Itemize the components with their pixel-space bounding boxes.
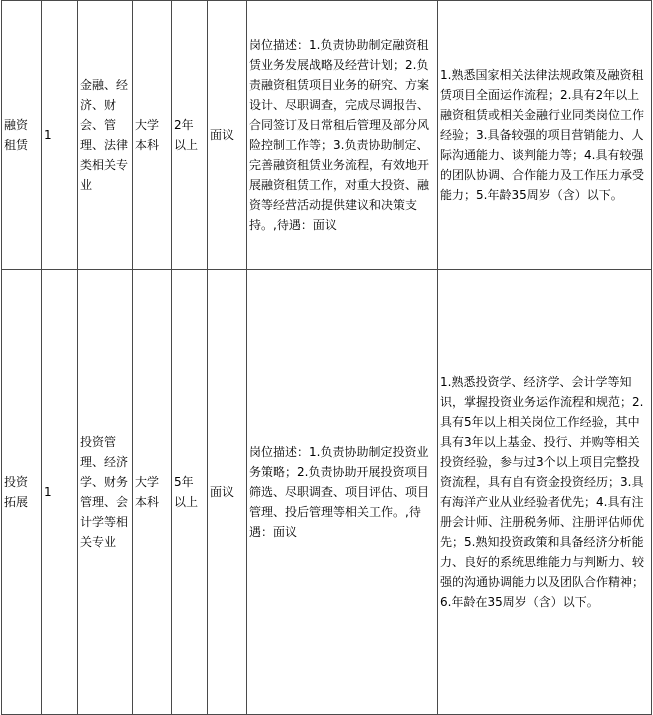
- duties-cell: 岗位描述：1.负责协助制定投资业务策略；2.负责协助开展投资项目筛选、尽职调查、项目评估、项目管理、投后管理等相关工作。,待遇：面议: [247, 270, 438, 715]
- position-cell: 融资租赁: [2, 1, 42, 270]
- education-cell: 大学本科: [133, 1, 172, 270]
- position-cell: 投资拓展: [2, 270, 42, 715]
- experience-cell: 5年以上: [172, 270, 208, 715]
- requirements-cell: 1.熟悉投资学、经济学、会计学等知识，掌握投资业务运作流程和规范；2.具有5年以上相关岗位工作经验，其中具有3年以上基金、投行、并购等相关投资经验，参与过3个以上项目完整投资流程，具有自有资金投资经历；3.具有海洋产业从业经验者优先；4.具有注册会计师、注册税务师、注册评估师优先；5.熟知投资政策和具备经济分析能力、良好的系统思维能力与判断力、较强的沟通协调能力以及团队合作精神；6.年龄在35周岁（含）以下。: [438, 270, 652, 715]
- headcount-cell: 1: [42, 270, 78, 715]
- major-cell: 金融、经济、财会、管理、法律类相关专业: [78, 1, 133, 270]
- education-cell: 大学本科: [133, 270, 172, 715]
- experience-cell: 2年以上: [172, 1, 208, 270]
- job-table: [1, 0, 652, 715]
- requirements-cell: 1.熟悉国家相关法律法规政策及融资租赁项目全面运作流程；2.具有2年以上融资租赁或相关金融行业同类岗位工作经验；3.具备较强的项目营销能力、人际沟通能力、谈判能力等；4.具有较强的团队协调、合作能力及工作压力承受能力；5.年龄35周岁（含）以下。: [438, 1, 652, 270]
- salary-cell: 面议: [208, 270, 247, 715]
- salary-cell: 面议: [208, 1, 247, 270]
- duties-cell: 岗位描述：1.负责协助制定融资租赁业务发展战略及经营计划；2.负责融资租赁项目业务的研究、方案设计、尽职调查，完成尽调报告、合同签订及日常租后管理及部分风险控制工作等；3.负责协助制定、完善融资租赁业务流程，有效地开展融资租赁工作，对重大投资、融资等经营活动提供建议和决策支持。,待遇：面议: [247, 1, 438, 270]
- headcount-cell: 1: [42, 1, 78, 270]
- table-row: [2, 1, 652, 270]
- major-cell: 投资管理、经济学、财务管理、会计学等相关专业: [78, 270, 133, 715]
- table-row: [2, 270, 652, 715]
